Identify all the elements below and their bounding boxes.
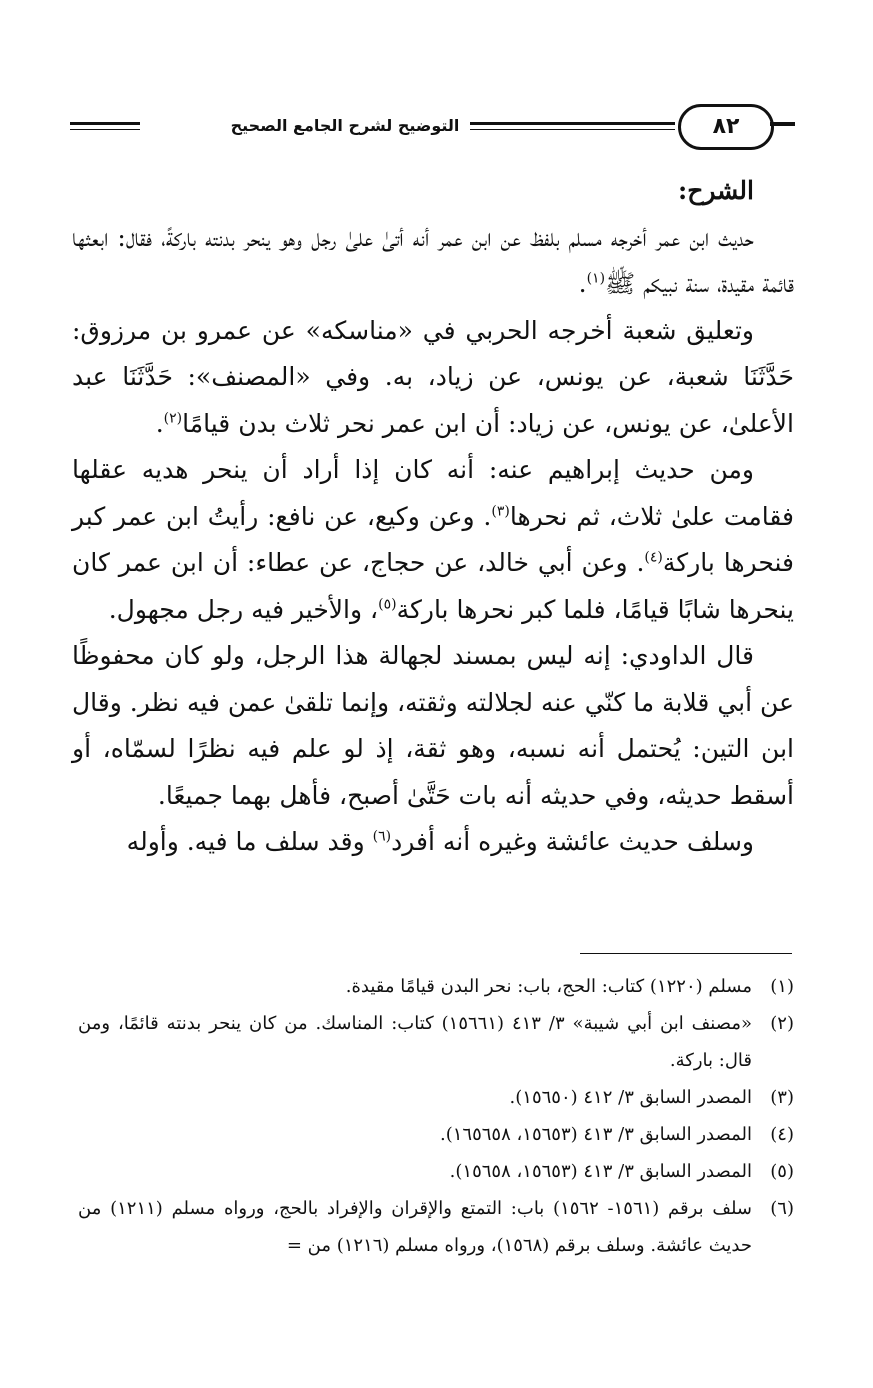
paragraph <box>72 633 794 819</box>
paragraph-text: . وعن أبي خالد، عن حجاج، عن عطاء: أن ابن عمر كان ينحرها شابًا قيامًا، فلما كبر نحرها باركة <box>72 548 794 624</box>
paragraph-text: وقد سلف ما فيه. وأوله <box>126 827 373 856</box>
paragraph-text: ، والأخير فيه رجل مجهول. <box>108 594 379 624</box>
page-number-ornament <box>770 122 795 126</box>
footnote-marker[interactable]: (٥) <box>378 596 397 613</box>
footnote-divider <box>580 953 792 954</box>
page-header <box>70 100 795 156</box>
paragraph <box>72 819 794 866</box>
paragraph-text: ومن حديث إبراهيم عنه: أنه كان إذا أراد أن ينحر هديه عقلها فقامت علىٰ ثلاث، ثم نحرها <box>72 455 794 531</box>
section-heading: الشرح: <box>677 176 754 205</box>
footnote-marker[interactable]: (٤) <box>644 549 663 566</box>
paragraph <box>72 308 794 448</box>
footnote-text: مسلم (١٢٢٠) كتاب: الحج، باب: نحر البدن قيامًا مقيدة. <box>345 976 752 997</box>
footnote-marker[interactable]: (٣) <box>491 503 510 520</box>
running-title: التوضيح لشرح الجامع الصحيح <box>230 116 460 135</box>
footnote-marker[interactable]: (٢) <box>163 410 183 427</box>
main-text <box>72 168 794 866</box>
footnote-marker[interactable]: (١) <box>586 270 606 287</box>
paragraph-text: قال الداودي: إنه ليس بمسند لجهالة هذا الرجل، ولو كان محفوظًا عن أبي قلابة ما كنّي عنه لجلالته وثقته، وإنما تلقىٰ عمن فيه نظر. وقال ابن التين: يُحتمل أنه نسبه، وهو ثقة، إذ لو علم فيه نظرًا لسمّاه، أو أسقط حديثه، وفي حديثه أنه بات حَتَّىٰ أصبح، فأهل بهما جميعًا. <box>72 641 794 810</box>
header-rule-left-bottom <box>70 129 140 130</box>
paragraph-text: حديث ابن عمر أخرجه مسلم بلفظ عن ابن عمر أنه أتىٰ علىٰ رجل وهو ينحر بدنته باركةً، فقال: ابعثها قائمة مقيدة، سنة نبيكم ﷺ <box>72 222 794 298</box>
paragraph-text: . وعن وكيع، عن نافع: رأيتُ ابن عمر كبر فنحرها باركة <box>72 501 794 577</box>
footnote-marker[interactable]: (٦) <box>372 828 392 845</box>
paragraph-text: . <box>578 269 587 298</box>
page-number: ٨٢ <box>678 104 774 150</box>
footnote-text: «مصنف ابن أبي شيبة» ٣/ ٤١٣ (١٥٦٦١) كتاب: المناسك. من كان ينحر بدنته قائمًا، ومن قال: باركة. <box>78 1013 752 1071</box>
paragraphs <box>72 215 794 866</box>
footnote-item <box>78 1190 794 1264</box>
footnote-item <box>78 1079 794 1116</box>
footnote-number: (٥) <box>770 1161 794 1182</box>
header-rule-left-top <box>70 122 140 125</box>
header-rule-right-bottom <box>470 129 675 130</box>
footnote-number: (٤) <box>770 1124 794 1145</box>
footnote-number: (٣) <box>770 1087 794 1108</box>
footnote-text: المصدر السابق ٣/ ٤١٣ (١٥٦٥٣، ١٥٦٥٨). <box>449 1161 752 1182</box>
footnote-number: (٢) <box>770 1013 794 1034</box>
footnote-item <box>78 1005 794 1079</box>
footnote-text: المصدر السابق ٣/ ٤١٣ (١٥٦٥٣، ١٦٥٦٥٨). <box>439 1124 752 1145</box>
footnote-number: (١) <box>770 976 794 997</box>
footnote-item <box>78 1116 794 1153</box>
footnote-item <box>78 968 794 1005</box>
footnote-number: (٦) <box>770 1198 794 1219</box>
footnote-item <box>78 1153 794 1190</box>
paragraph-text: وتعليق شعبة أخرجه الحربي في «مناسكه» عن عمرو بن مرزوق: حَدَّثَنَا شعبة، عن يونس، عن زياد، به. وفي «المصنف»: حَدَّثَنَا عبد الأعلىٰ، عن يونس، عن زياد: أن ابن عمر نحر ثلاث بدن قيامًا <box>72 315 794 438</box>
footnote-text: سلف برقم (١٥٦١- ١٥٦٢) باب: التمتع والإقران والإفراد بالحج، ورواه مسلم (١٢١١) من حديث عائشة. وسلف برقم (١٥٦٨)، ورواه مسلم (١٢١٦) من = <box>78 1198 753 1256</box>
paragraph-text: وسلف حديث عائشة وغيره أنه أفرد <box>391 827 754 856</box>
footnote-text: المصدر السابق ٣/ ٤١٢ (١٥٦٥٠). <box>509 1087 752 1108</box>
paragraph <box>72 447 794 633</box>
footnotes <box>78 968 794 1264</box>
paragraph-text: . <box>155 408 164 438</box>
paragraph <box>72 215 794 308</box>
header-rule-right-top <box>470 122 675 125</box>
